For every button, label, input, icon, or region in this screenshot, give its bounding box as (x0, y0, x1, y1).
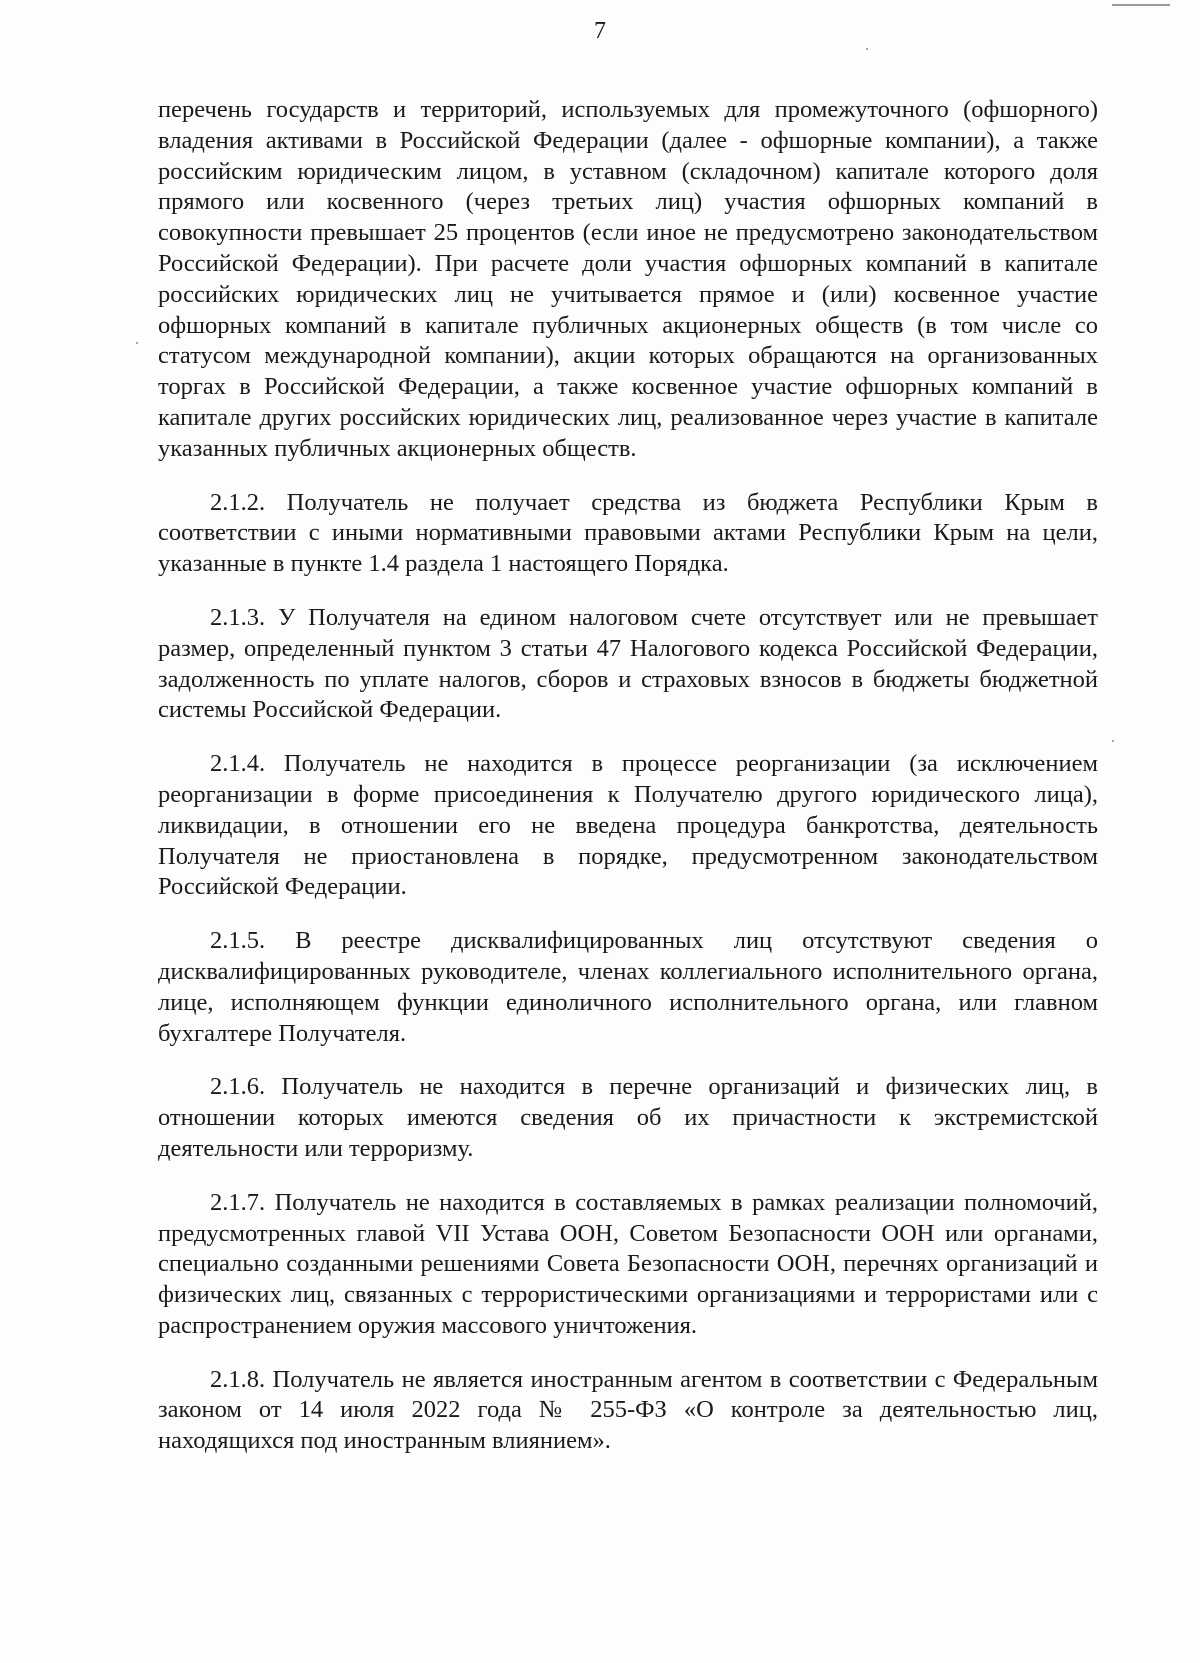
paragraph-2-1-5: 2.1.5. В реестре дисквалифицированных лиц отсутствуют сведения о дисквалифицированных руководителе, членах коллегиального исполнительного органа, лице, исполняющем функции единоличного исполнительного органа, или главном бухгалтере Получателя. (158, 927, 1098, 1047)
scan-speck (1112, 740, 1114, 742)
paragraph-2-1-8: 2.1.8. Получатель не является иностранным агентом в соответствии с Федеральным законом от 14 июля 2022 года № 255-ФЗ «О контроле за деятельностью лиц, находящихся под иностранным влиянием». (158, 1365, 1098, 1455)
paragraph-continuation: перечень государств и территорий, используемых для промежуточного (офшорного) владения активами в Российской Федерации (далее - офшорные компании), а также российским юридическим лицом, в уставном (складочном) капитале которого доля прямого или косвенного (через третьих лиц) участия офшорных компаний в совокупности превышает 25 процентов (если иное не предусмотрено законодательством Российской Федерации). При расчете доли участия офшорных компаний в капитале российских юридических лиц не учитывается прямое и (или) косвенное участие офшорных компаний в капитале публичных акционерных обществ (в том числе со статусом международной компании), акции которых обращаются на организованных торгах в Российской Федерации, а также косвенное участие офшорных компаний в капитале других российских юридических лиц, реализованное через участие в капитале указанных публичных акционерных обществ. (158, 96, 1098, 462)
scan-speck (866, 48, 868, 50)
paragraph-2-1-3: 2.1.3. У Получателя на едином налоговом счете отсутствует или не превышает размер, определенный пунктом 3 статьи 47 Налогового кодекса Российской Федерации, задолженность по уплате налогов, сборов и страховых взносов в бюджеты бюджетной системы Российской Федерации. (158, 603, 1098, 724)
document-body (158, 95, 1098, 1457)
paragraph-2-1-2: 2.1.2. Получатель не получает средства из бюджета Республики Крым в соответствии с иными нормативными правовыми актами Республики Крым на цели, указанные в пункте 1.4 раздела 1 настоящего Порядка. (158, 488, 1098, 578)
page-number: 7 (594, 18, 606, 44)
paragraph-2-1-7: 2.1.7. Получатель не находится в составляемых в рамках реализации полномочий, предусмотренных главой VII Устава ООН, Советом Безопасности ООН или органами, специально созданными решениями Совета Безопасности ООН, перечнях организаций и физических лиц, связанных с террористическими организациями и террористами или с распространением оружия массового уничтожения. (158, 1188, 1098, 1339)
paragraph-2-1-4: 2.1.4. Получатель не находится в процессе реорганизации (за исключением реорганизации в форме присоединения к Получателю другого юридического лица), ликвидации, в отношении его не введена процедура банкротства, деятельность Получателя не приостановлена в порядке, предусмотренном законодательством Российской Федерации. (158, 750, 1098, 901)
scan-artifact-line (1112, 4, 1170, 6)
paragraph-2-1-6: 2.1.6. Получатель не находится в перечне организаций и физических лиц, в отношении которых имеются сведения об их причастности к экстремистской деятельности или терроризму. (158, 1073, 1098, 1162)
scan-speck (136, 342, 138, 344)
